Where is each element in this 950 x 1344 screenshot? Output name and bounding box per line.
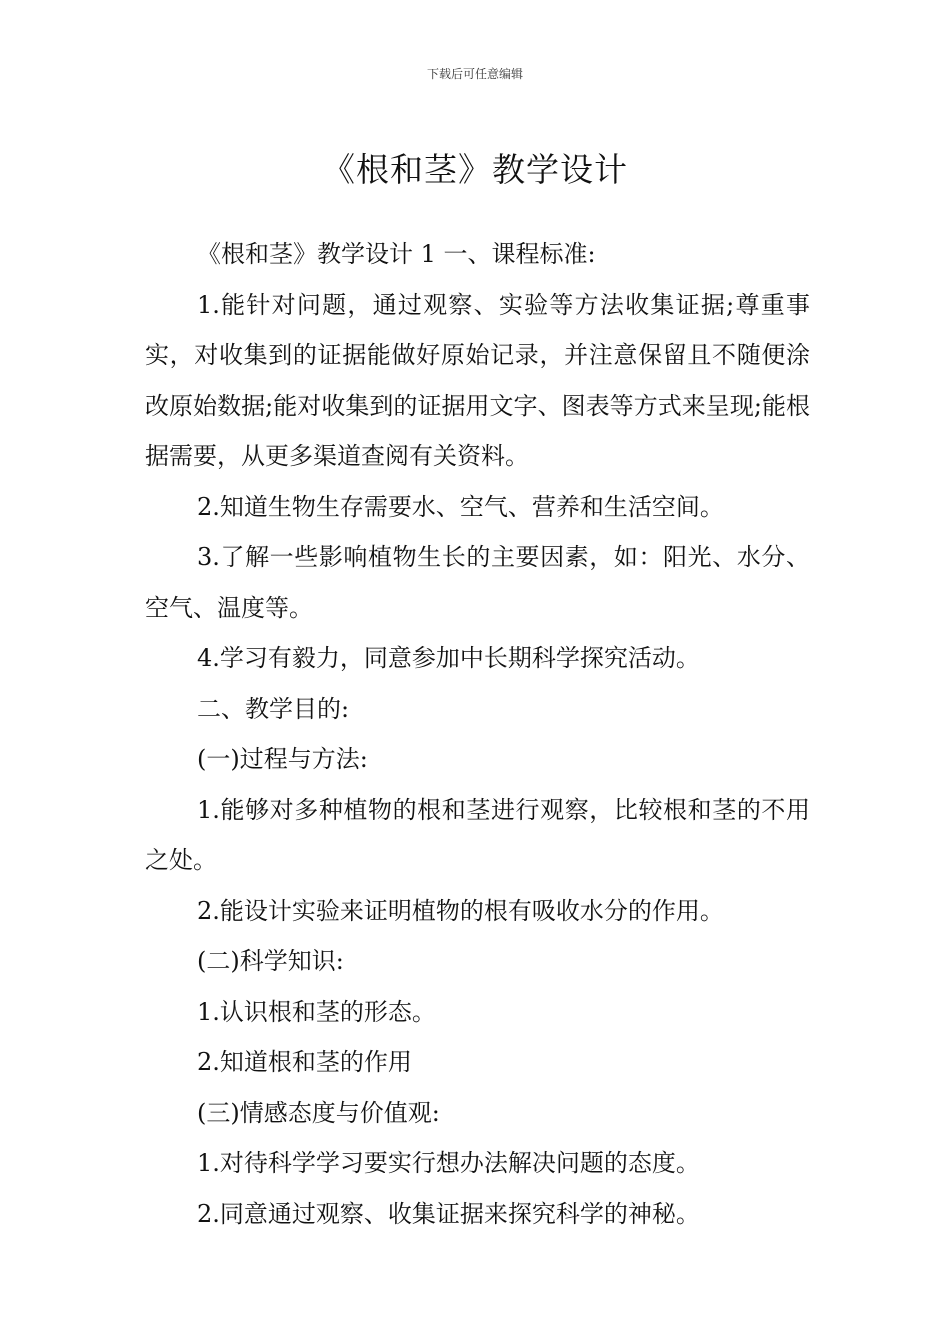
paragraph: 1.能针对问题，通过观察、实验等方法收集证据;尊重事实，对收集到的证据能做好原始记录，并注意保留且不随便涂改原始数据;能对收集到的证据用文字、图表等方式来呈现;能根据需要，从更多渠道查阅有关资料。 bbox=[145, 290, 810, 470]
paragraph: 1.认识根和茎的形态。 bbox=[197, 997, 436, 1026]
document-body bbox=[145, 229, 810, 1239]
paragraph: (二)科学知识: bbox=[197, 947, 344, 975]
paragraph: 4.学习有毅力，同意参加中长期科学探究活动。 bbox=[197, 644, 700, 672]
paragraph: 1.对待科学学习要实行想办法解决问题的态度。 bbox=[197, 1149, 700, 1177]
paragraph: 2.知道生物生存需要水、空气、营养和生活空间。 bbox=[197, 492, 724, 521]
paragraph: (三)情感态度与价值观: bbox=[197, 1098, 440, 1127]
paragraph: 2.能设计实验来证明植物的根有吸收水分的作用。 bbox=[197, 896, 724, 925]
paragraph: (一)过程与方法: bbox=[197, 745, 368, 773]
header-note: 下载后可任意编辑 bbox=[426, 67, 523, 81]
paragraph: 3.了解一些影响植物生长的主要因素，如：阳光、水分、空气、温度等。 bbox=[145, 543, 810, 622]
document-title: 《根和茎》教学设计 bbox=[322, 150, 628, 190]
paragraph: 1.能够对多种植物的根和茎进行观察，比较根和茎的不用之处。 bbox=[145, 795, 810, 874]
paragraph: 二、教学目的: bbox=[197, 694, 350, 723]
paragraph: 2.同意通过观察、收集证据来探究科学的神秘。 bbox=[197, 1199, 700, 1228]
paragraph: 《根和茎》教学设计 1 一、课程标准: bbox=[197, 240, 596, 268]
paragraph: 2.知道根和茎的作用 bbox=[197, 1048, 412, 1076]
